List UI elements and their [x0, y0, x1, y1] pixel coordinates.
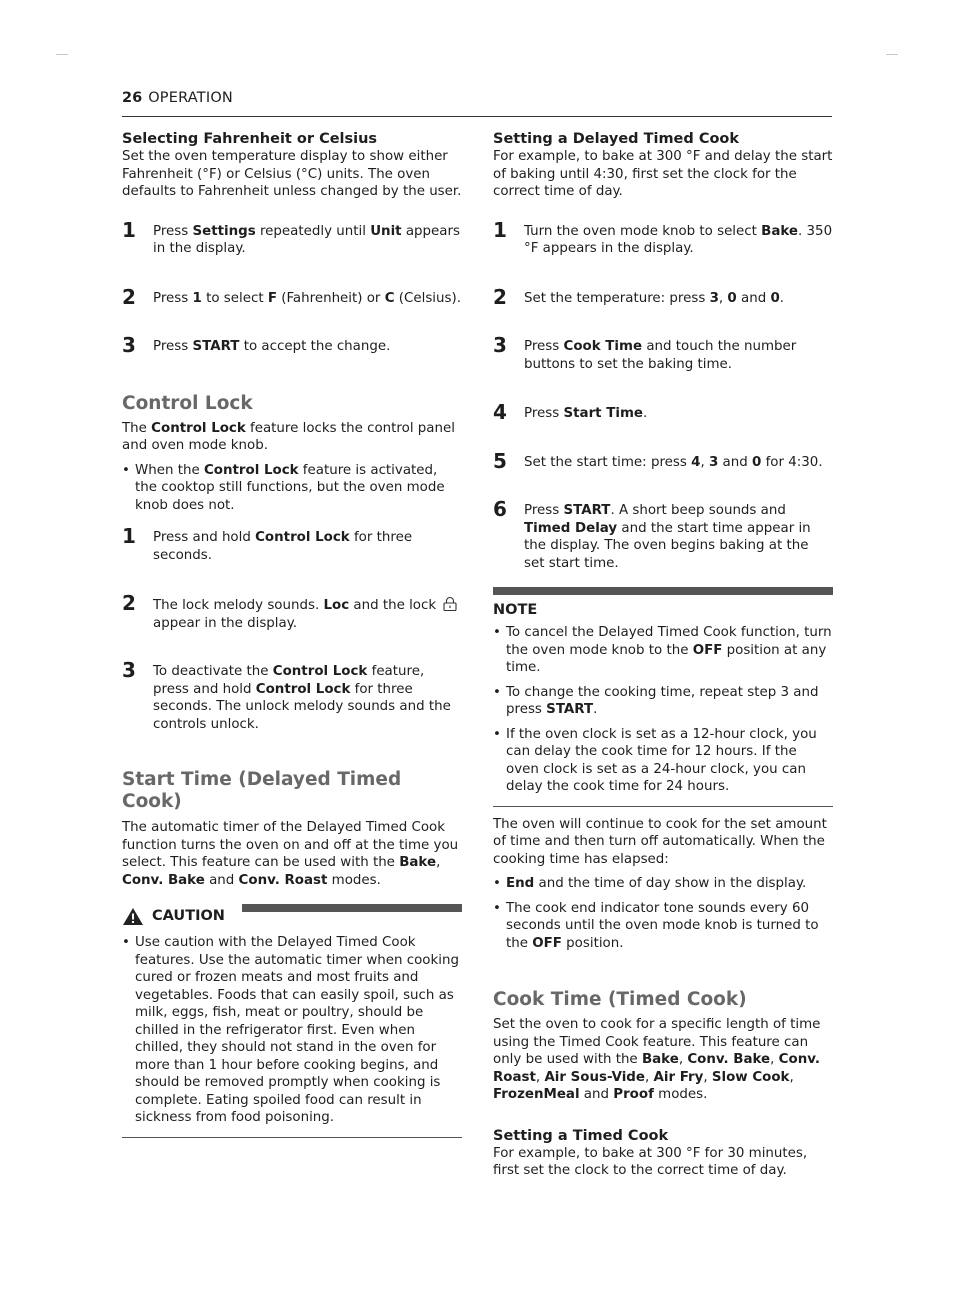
step-text-bold: Control Lock	[255, 530, 350, 545]
text-bold: START	[546, 702, 594, 717]
text: ,	[436, 855, 441, 870]
step-text: feature, press and hold	[153, 664, 425, 697]
step-text: (Fahrenheit) or	[276, 290, 385, 306]
left-column	[122, 130, 462, 1138]
fc-step-1	[122, 217, 462, 258]
text: modes.	[653, 1087, 708, 1102]
text: ,	[644, 1069, 654, 1085]
step-number: 4	[493, 400, 507, 424]
step-text: Set the temperature: press	[524, 290, 710, 306]
step-text: Press	[524, 503, 564, 518]
text-bold: End	[506, 876, 535, 891]
step-text-bold: F	[267, 290, 277, 306]
delayed-step-2	[493, 284, 833, 309]
step-text: and	[718, 454, 752, 470]
step-text: Turn the oven mode knob to select	[524, 223, 762, 239]
step-text: .	[779, 290, 785, 306]
warning-icon	[122, 907, 144, 926]
control-lock-intro	[122, 420, 462, 455]
step-number: 3	[122, 658, 136, 682]
step-text: for 4:30.	[761, 454, 823, 470]
control-lock-bullets	[122, 462, 462, 515]
text-bold: Control Lock	[151, 420, 246, 436]
step-text-bold: Timed Delay	[524, 520, 618, 536]
caution-header	[122, 904, 462, 928]
step-text-bold: Loc	[323, 598, 350, 613]
text-bold: Slow Cook	[711, 1069, 790, 1085]
step-number: 3	[122, 333, 136, 357]
caution-label: CAUTION	[152, 908, 225, 924]
cook-time-intro	[493, 1016, 833, 1104]
step-text: ,	[700, 454, 709, 470]
list-item	[493, 875, 833, 893]
step-text: (Celsius).	[394, 290, 461, 306]
timed-cook-intro: For example, to bake at 300 °F for 30 minutes, first set the clock to the correct time of day.	[493, 1145, 808, 1178]
page-number: 26	[122, 90, 143, 106]
step-text: Press	[153, 223, 193, 239]
step-text-bold: 0	[770, 290, 780, 306]
after-cook-bullets	[493, 875, 833, 952]
step-text-bold: C	[384, 290, 395, 306]
step-text: appear in the display.	[153, 615, 298, 631]
step-text-bold: 1	[192, 290, 202, 306]
text: position.	[561, 935, 624, 951]
step-text-bold: Start Time	[563, 406, 644, 421]
step-text: and the lock	[349, 598, 441, 613]
delayed-step-3	[493, 333, 833, 373]
text: ,	[703, 1069, 712, 1085]
delayed-step-4	[493, 400, 833, 424]
text: ,	[770, 1052, 779, 1067]
text-bold: OFF	[532, 935, 562, 951]
delayed-step-5	[493, 448, 833, 473]
caution-bottom-rule	[122, 1137, 462, 1138]
step-text-bold: 0	[727, 290, 737, 306]
step-text: Press	[153, 339, 193, 354]
text-bold: OFF	[692, 642, 723, 658]
text: and the time of day show in the display.	[534, 876, 807, 891]
step-text-bold: Cook Time	[563, 339, 643, 354]
step-text: to accept the change.	[239, 339, 391, 354]
text: modes.	[327, 872, 381, 888]
text: position at any time.	[506, 642, 827, 675]
text-bold: Control Lock	[203, 462, 299, 478]
start-time-intro	[122, 819, 462, 889]
text: ,	[789, 1069, 794, 1085]
text: feature is activated, the cooktop still functions, but the oven mode knob does not.	[135, 462, 445, 513]
text-bold: Air Fry	[653, 1069, 704, 1085]
text-bold: Air Sous-Vide	[544, 1069, 645, 1085]
right-column	[493, 130, 833, 1180]
list-item	[493, 624, 833, 677]
delayed-step-1	[493, 217, 833, 258]
page-header	[122, 90, 832, 117]
step-text: Press	[524, 406, 564, 421]
step-text: ,	[718, 290, 728, 306]
caution-bar	[242, 904, 462, 912]
crop-mark-left	[56, 54, 68, 55]
fc-step-2	[122, 284, 462, 309]
step-text: appears in the display.	[153, 223, 460, 256]
text: feature locks the control panel and oven mode knob.	[122, 420, 455, 453]
step-text: .	[643, 406, 648, 421]
step-text-bold: Settings	[192, 223, 256, 239]
text: The	[122, 420, 152, 436]
start-time-heading: Start Time (Delayed Timed Cook)	[122, 769, 402, 812]
lock-step-1	[122, 524, 462, 564]
list-item	[493, 684, 833, 719]
step-text-bold: Unit	[370, 223, 402, 239]
timed-cook-heading: Setting a Timed Cook	[493, 1127, 669, 1144]
text-bold: Conv. Roast	[238, 872, 328, 888]
step-number: 1	[122, 524, 136, 548]
step-text-bold: 0	[752, 454, 762, 470]
step-number: 2	[493, 284, 507, 309]
note-label: NOTE	[493, 602, 538, 618]
step-text-bold: Control Lock	[272, 664, 368, 679]
text: To cancel the Delayed Timed Cook function, turn the oven mode knob to the	[506, 625, 832, 658]
text: Set the oven to cook for a specific length of time using the Timed Cook feature. This feature can only be used with the	[493, 1017, 821, 1067]
step-text: to select	[201, 290, 268, 306]
step-number: 6	[493, 497, 507, 521]
step-text-bold: Control Lock	[255, 681, 351, 697]
text: .	[593, 702, 598, 717]
step-number: 1	[122, 217, 136, 242]
text-bold: Conv. Bake	[687, 1052, 771, 1067]
text-bold: Proof	[613, 1087, 654, 1102]
step-text-bold: 3	[709, 290, 719, 306]
crop-mark-right	[886, 54, 898, 55]
step-text: and the start time appear in the display. The oven begins baking at the set start time.	[524, 520, 811, 571]
step-text: Set the start time: press	[524, 454, 692, 470]
text-bold: Bake	[641, 1052, 679, 1067]
step-text: and	[736, 290, 771, 306]
delayed-timed-cook-intro: For example, to bake at 300 °F and delay the start of baking until 4:30, first set the clock for the correct time of day.	[493, 149, 833, 199]
step-text: To deactivate the	[153, 664, 273, 679]
text: The automatic timer of the Delayed Timed Cook function turns the oven on and off at the time you select. This feature can be used with the	[122, 820, 459, 870]
text: The cook end indicator tone sounds every 60 seconds until the oven mode knob is turned to the	[506, 900, 819, 951]
step-number: 2	[122, 284, 136, 309]
delayed-timed-cook-heading: Setting a Delayed Timed Cook	[493, 131, 740, 147]
note-bar-fill	[493, 587, 833, 595]
text-bold: FrozenMeal	[493, 1087, 580, 1102]
step-text: Press	[153, 290, 193, 306]
step-number: 5	[493, 448, 507, 473]
fahrenheit-celsius-heading: Selecting Fahrenheit or Celsius	[122, 131, 378, 147]
caution-bullets	[122, 934, 462, 1127]
text-bold: Bake	[399, 855, 437, 870]
lock-step-3	[122, 658, 462, 733]
step-text-bold: 3	[708, 454, 719, 470]
lock-icon	[442, 596, 458, 612]
step-text-bold: START	[192, 339, 240, 354]
text: and	[204, 872, 239, 888]
step-text: Press	[524, 339, 564, 354]
after-cook-intro: The oven will continue to cook for the set amount of time and then turn off automatically. When the cooking time has elapsed:	[493, 816, 827, 867]
list-item: • If the oven clock is set as a 12-hour clock, you can delay the cook time for 12 hours. If the oven clock is set as a 24-hour clock, you can delay the cook time for 24 hours.	[493, 726, 833, 796]
fc-step-3	[122, 333, 462, 357]
step-number: 2	[122, 591, 136, 615]
note-bar	[493, 587, 833, 595]
step-text-bold: START	[563, 503, 611, 518]
text-bold: Conv. Roast	[493, 1052, 820, 1085]
step-text-bold: Bake	[761, 223, 799, 239]
text: When the	[135, 462, 204, 478]
text-bold: Conv. Bake	[122, 872, 205, 888]
text: ,	[535, 1069, 545, 1085]
step-text: . A short beep sounds and	[610, 503, 786, 518]
step-text: for three seconds. The unlock melody sounds and the controls unlock.	[153, 681, 451, 732]
step-number: 3	[493, 333, 507, 357]
list-item: • Use caution with the Delayed Timed Cook features. Use the automatic timer when cooking cured or frozen meats and most fruits and vegetables. Foods that can easily spoil, such as milk, eggs, fish, meat or poultry, should be chilled in the refrigerator first. Even when chilled, they should not stand in the oven for more than 1 hour before cooking begins, and should be removed promptly when cooking is complete. Eating spoiled food can result in sickness from food poisoning.	[122, 934, 462, 1127]
text: ,	[678, 1052, 688, 1067]
step-text: Press and hold	[153, 530, 256, 545]
note-bottom-rule	[493, 806, 833, 807]
lock-step-2	[122, 591, 462, 632]
note-bullets	[493, 624, 833, 796]
cook-time-heading: Cook Time (Timed Cook)	[493, 989, 747, 1010]
section-title: OPERATION	[148, 90, 233, 106]
step-text: and touch the number buttons to set the baking time.	[524, 339, 797, 372]
fahrenheit-celsius-intro: Set the oven temperature display to show either Fahrenheit (°F) or Celsius (°C) units. The oven defaults to Fahrenheit unless changed by the user.	[122, 149, 462, 199]
text: and	[579, 1087, 614, 1102]
control-lock-heading: Control Lock	[122, 392, 253, 414]
delayed-step-6	[493, 497, 833, 572]
step-text: . 350 °F appears in the display.	[524, 223, 833, 256]
step-text: repeatedly until	[255, 223, 371, 239]
step-text-bold: 4	[691, 454, 701, 470]
list-item	[122, 462, 462, 515]
step-text: for three seconds.	[153, 530, 413, 563]
step-number: 1	[493, 217, 507, 242]
step-text: The lock melody sounds.	[153, 598, 324, 613]
text: To change the cooking time, repeat step 3 and press	[506, 684, 819, 717]
list-item	[493, 900, 833, 953]
